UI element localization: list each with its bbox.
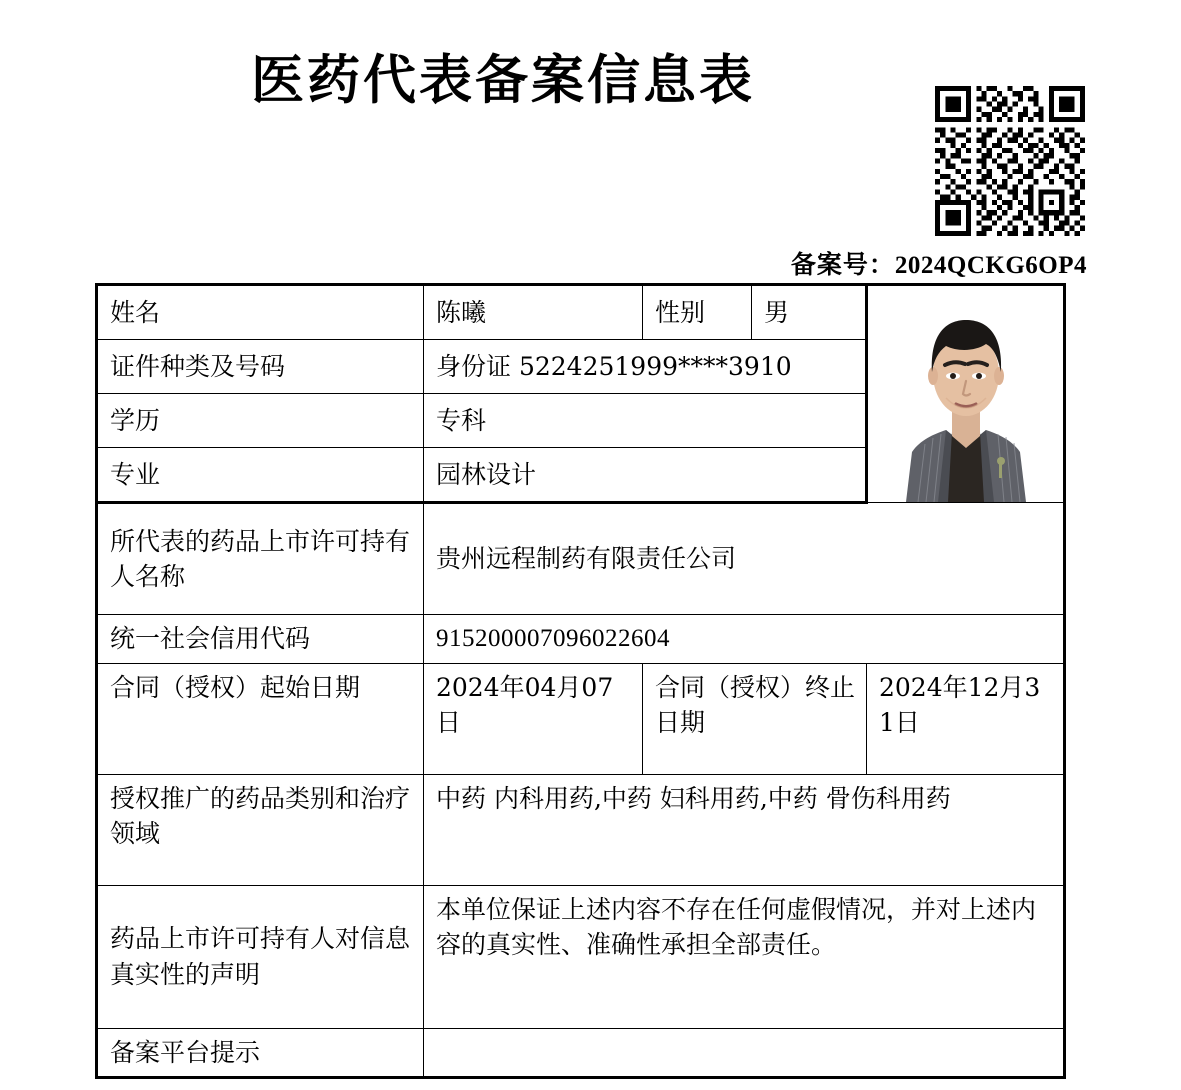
photo-holder xyxy=(868,286,1063,502)
field-label-id-type-number: 证件种类及号码 xyxy=(97,340,424,394)
field-value-credit-code: 915200007096022604 xyxy=(424,615,1065,664)
table-row xyxy=(97,774,1065,885)
field-value-gender: 男 xyxy=(752,285,867,340)
table-row xyxy=(97,1028,1065,1078)
record-number xyxy=(791,245,1087,281)
field-label-drug-categories: 授权推广的药品类别和治疗领域 xyxy=(97,774,424,885)
record-number-label: 备案号： xyxy=(790,250,895,279)
field-label-gender: 性别 xyxy=(643,285,752,340)
field-label-name: 姓名 xyxy=(97,285,424,340)
portrait-photo-image xyxy=(868,286,1063,502)
field-label-mah-name: 所代表的药品上市许可持有人名称 xyxy=(97,503,424,615)
field-label-contract-start: 合同（授权）起始日期 xyxy=(97,663,424,774)
field-value-declaration: 本单位保证上述内容不存在任何虚假情况，并对上述内容的真实性、准确性承担全部责任。 xyxy=(424,885,1065,1028)
table-row xyxy=(97,885,1065,1028)
qr-code xyxy=(935,86,1085,236)
field-value-major: 园林设计 xyxy=(424,447,867,502)
field-value-name: 陈曦 xyxy=(424,285,643,340)
field-value-drug-categories: 中药 内科用药,中药 妇科用药,中药 骨伤科用药 xyxy=(424,774,1065,885)
table-row xyxy=(97,503,1065,615)
page-title: 医药代表备案信息表 xyxy=(251,49,755,111)
field-value-contract-start: 2024年04月07日 xyxy=(424,663,643,774)
qr-code-image xyxy=(935,86,1085,236)
field-label-declaration: 药品上市许可持有人对信息真实性的声明 xyxy=(97,885,424,1028)
field-value-platform-notice xyxy=(424,1028,1065,1078)
field-value-contract-end: 2024年12月31日 xyxy=(867,663,1065,774)
field-value-mah-name: 贵州远程制药有限责任公司 xyxy=(424,503,1065,615)
document-header xyxy=(0,0,1181,279)
applicant-photo xyxy=(867,285,1065,503)
record-number-value: 2024QCKG6OP4 xyxy=(894,252,1087,279)
table-row xyxy=(97,615,1065,664)
table-row xyxy=(97,663,1065,774)
field-value-education: 专科 xyxy=(424,393,867,447)
field-value-id-type-number: 身份证 5224251999****3910 xyxy=(424,340,867,394)
table-row xyxy=(97,285,1065,340)
field-label-education: 学历 xyxy=(97,393,424,447)
field-label-contract-end: 合同（授权）终止日期 xyxy=(643,663,867,774)
field-label-credit-code: 统一社会信用代码 xyxy=(97,615,424,664)
registration-form-table xyxy=(95,283,1066,1079)
field-label-platform-notice: 备案平台提示 xyxy=(97,1028,424,1078)
field-label-major: 专业 xyxy=(97,447,424,502)
